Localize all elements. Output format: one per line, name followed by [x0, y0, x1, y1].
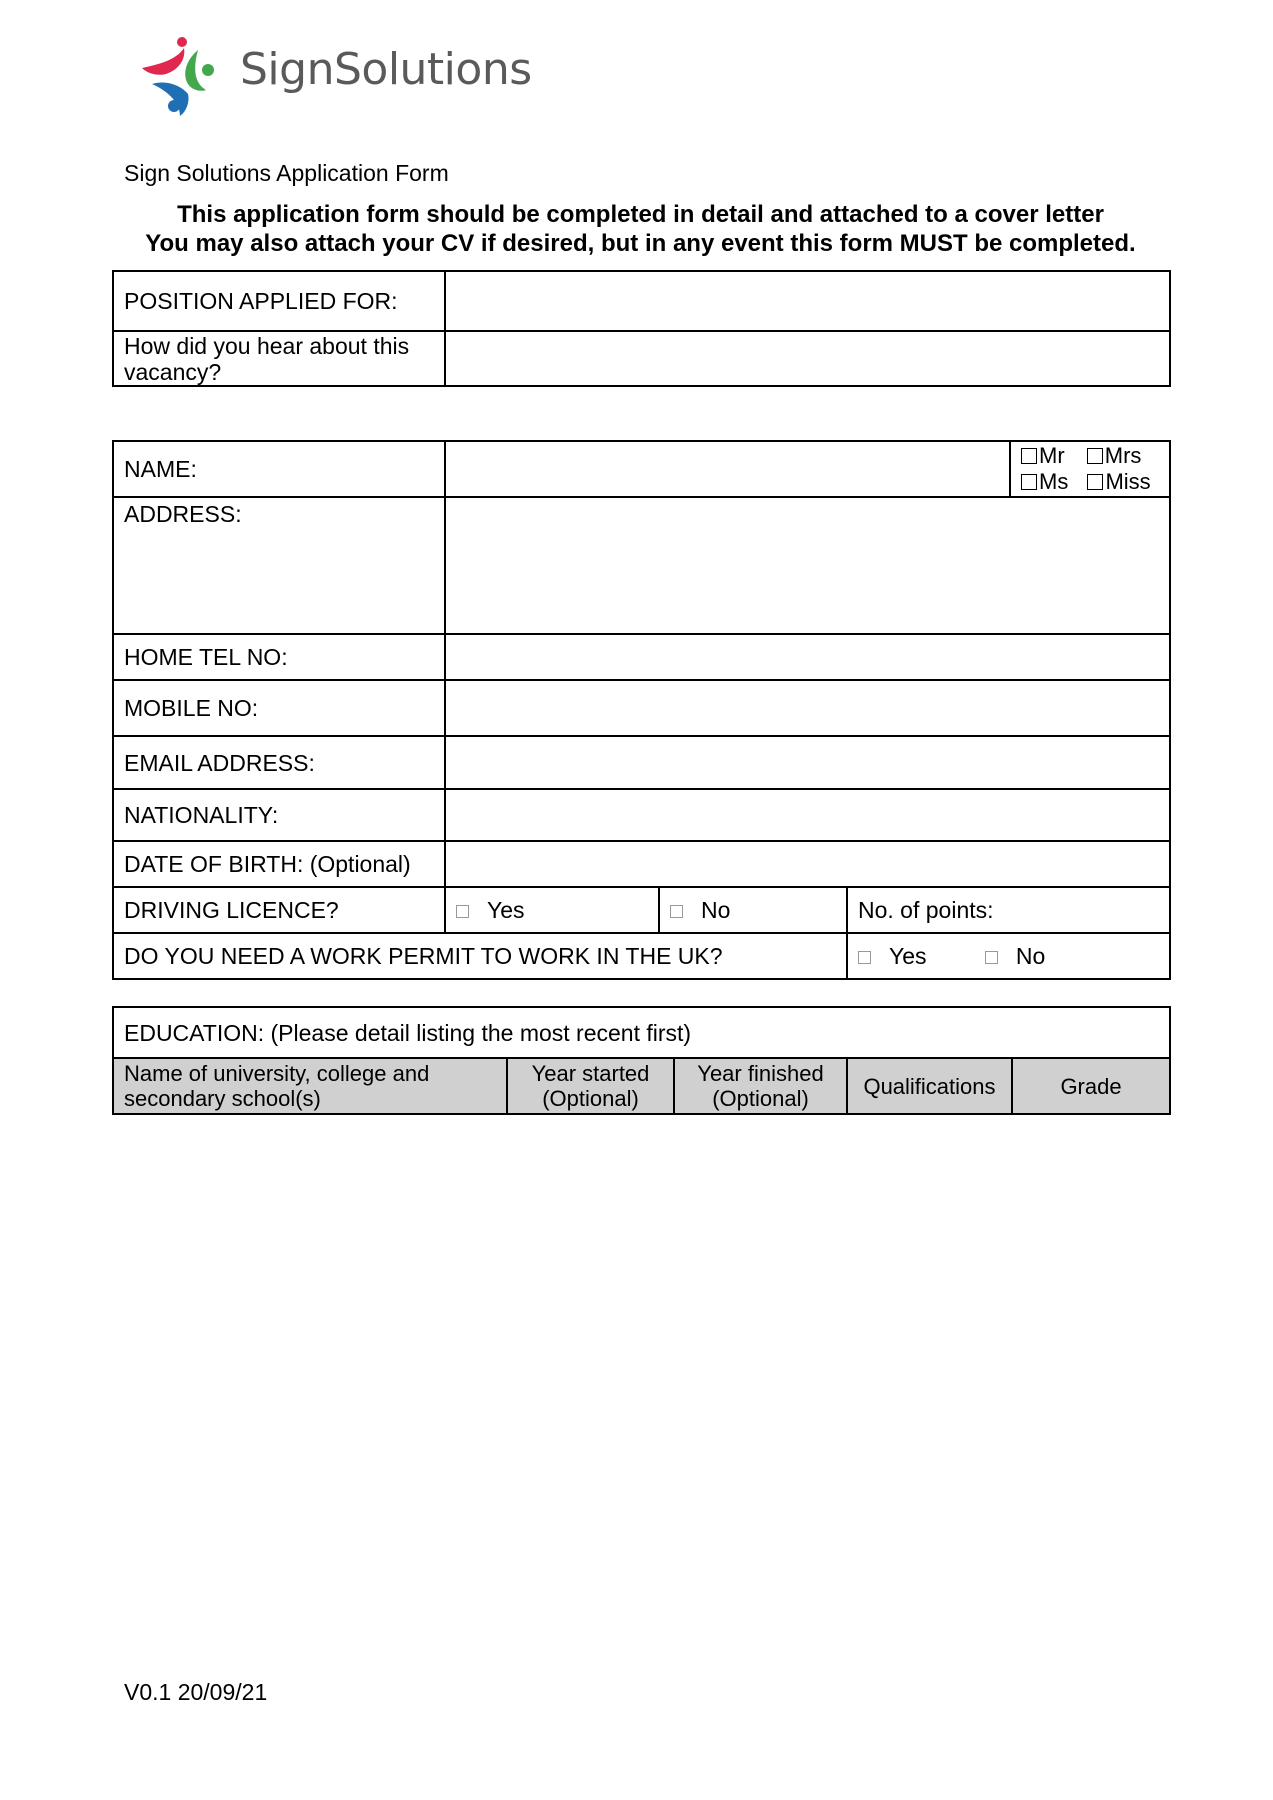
home-tel-label: HOME TEL NO:	[113, 634, 445, 680]
driving-yes-checkbox[interactable]	[456, 905, 469, 918]
home-tel-field[interactable]	[445, 634, 1170, 680]
name-label: NAME:	[113, 441, 445, 497]
ms-checkbox[interactable]	[1021, 474, 1037, 490]
permit-yes-checkbox[interactable]	[858, 951, 871, 964]
intro-line-1: This application form should be completed in detail and attached to a cover letter	[177, 201, 1104, 228]
name-field[interactable]	[445, 441, 1010, 497]
email-label: EMAIL ADDRESS:	[113, 736, 445, 789]
driving-yes-option[interactable]	[445, 887, 659, 933]
title-mr-option[interactable]	[1021, 443, 1065, 468]
edu-col-year-finished: Year finished (Optional)	[674, 1058, 847, 1114]
address-label: ADDRESS:	[113, 497, 445, 634]
intro-text	[112, 200, 1169, 258]
hear-about-field[interactable]	[445, 331, 1170, 386]
edu-col-institution: Name of university, college and secondary school(s)	[113, 1058, 507, 1114]
education-table	[112, 1006, 1171, 1115]
mobile-field[interactable]	[445, 680, 1170, 736]
personal-table	[112, 440, 1171, 980]
permit-no-checkbox[interactable]	[985, 951, 998, 964]
mr-label: Mr	[1039, 443, 1065, 468]
driving-licence-label: DRIVING LICENCE?	[113, 887, 445, 933]
mrs-label: Mrs	[1104, 443, 1142, 468]
work-permit-label: DO YOU NEED A WORK PERMIT TO WORK IN THE UK?	[113, 933, 847, 979]
title-mrs-option[interactable]	[1087, 443, 1142, 468]
version-footer: V0.1 20/09/21	[124, 1679, 268, 1705]
hear-about-label: How did you hear about this vacancy?	[113, 331, 445, 386]
permit-yes-label: Yes	[889, 943, 927, 969]
form-subtitle: Sign Solutions Application Form	[124, 160, 449, 186]
mrs-checkbox[interactable]	[1087, 448, 1103, 464]
permit-no-label: No	[1015, 943, 1046, 969]
nationality-label: NATIONALITY:	[113, 789, 445, 841]
position-applied-label: POSITION APPLIED FOR:	[113, 271, 445, 331]
points-field[interactable]	[847, 887, 1170, 933]
points-label: No. of points:	[858, 897, 994, 923]
edu-col-grade: Grade	[1012, 1058, 1170, 1114]
education-header: EDUCATION: (Please detail listing the most recent first)	[113, 1007, 1170, 1058]
nationality-field[interactable]	[445, 789, 1170, 841]
title-miss-option[interactable]	[1087, 469, 1150, 494]
logo-wordmark: SignSolutions	[240, 44, 532, 95]
intro-line-2: You may also attach your CV if desired, but in any event this form MUST be completed.	[145, 230, 1136, 257]
dob-label: DATE OF BIRTH: (Optional)	[113, 841, 445, 887]
address-field[interactable]	[445, 497, 1170, 634]
dob-field[interactable]	[445, 841, 1170, 887]
email-field[interactable]	[445, 736, 1170, 789]
driving-no-option[interactable]	[659, 887, 847, 933]
miss-label: Miss	[1105, 469, 1151, 494]
mr-checkbox[interactable]	[1021, 448, 1037, 464]
position-table	[112, 270, 1171, 387]
title-options	[1010, 441, 1170, 497]
permit-yes-option[interactable]	[858, 943, 927, 969]
edu-col-year-started: Year started (Optional)	[507, 1058, 674, 1114]
ms-label: Ms	[1039, 469, 1069, 494]
driving-no-checkbox[interactable]	[670, 905, 683, 918]
edu-col-qualifications: Qualifications	[847, 1058, 1012, 1114]
logo-figures-icon	[140, 30, 240, 120]
mobile-label: MOBILE NO:	[113, 680, 445, 736]
permit-no-option[interactable]	[985, 943, 1045, 969]
driving-yes-label: Yes	[487, 897, 525, 923]
driving-no-label: No	[701, 897, 731, 923]
sign-solutions-logo	[140, 30, 540, 120]
title-ms-option[interactable]	[1021, 469, 1068, 494]
position-applied-field[interactable]	[445, 271, 1170, 331]
work-permit-options	[847, 933, 1170, 979]
miss-checkbox[interactable]	[1087, 474, 1103, 490]
